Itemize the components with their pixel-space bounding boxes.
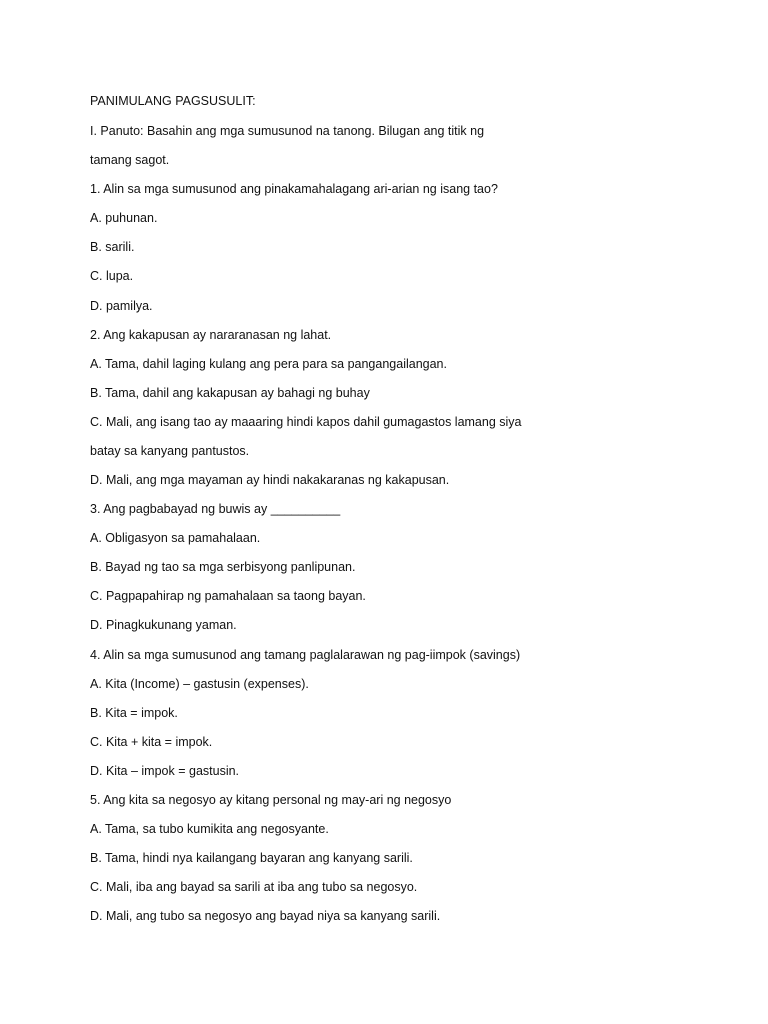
choice-1c: C. lupa. bbox=[90, 269, 134, 283]
choice-3b: B. Bayad ng tao sa mga serbisyong panlipunan. bbox=[90, 560, 356, 574]
choice-2b: B. Tama, dahil ang kakapusan ay bahagi ng buhay bbox=[90, 386, 370, 400]
choice-2d: D. Mali, ang mga mayaman ay hindi nakakaranas ng kakapusan. bbox=[90, 473, 450, 487]
page-title: PANIMULANG PAGSUSULIT: bbox=[90, 94, 256, 108]
choice-4a: A. Kita (Income) – gastusin (expenses). bbox=[90, 677, 309, 691]
choice-1b: B. sarili. bbox=[90, 240, 135, 254]
choice-1d: D. pamilya. bbox=[90, 299, 153, 313]
instructions-text: tamang sagot. bbox=[90, 153, 170, 167]
choice-4c: C. Kita + kita = impok. bbox=[90, 735, 213, 749]
choice-3a: A. Obligasyon sa pamahalaan. bbox=[90, 531, 261, 545]
choice-5d: D. Mali, ang tubo sa negosyo ang bayad niya sa kanyang sarili. bbox=[90, 909, 441, 923]
question-2: 2. Ang kakapusan ay nararanasan ng lahat. bbox=[90, 328, 332, 342]
choice-5a: A. Tama, sa tubo kumikita ang negosyante. bbox=[90, 822, 329, 836]
question-5: 5. Ang kita sa negosyo ay kitang personal ng may-ari ng negosyo bbox=[90, 793, 452, 807]
choice-4b: B. Kita = impok. bbox=[90, 706, 178, 720]
choice-1a: A. puhunan. bbox=[90, 211, 158, 225]
choice-2a: A. Tama, dahil laging kulang ang pera para sa pangangailangan. bbox=[90, 357, 447, 371]
choice-2c-continued: batay sa kanyang pantustos. bbox=[90, 444, 250, 458]
choice-3d: D. Pinagkukunang yaman. bbox=[90, 618, 237, 632]
choice-4d: D. Kita – impok = gastusin. bbox=[90, 764, 240, 778]
question-1: 1. Alin sa mga sumusunod ang pinakamahalagang ari-arian ng isang tao? bbox=[90, 182, 498, 196]
instructions-text: I. Panuto: Basahin ang mga sumusunod na tanong. Bilugan ang titik ng bbox=[90, 124, 485, 138]
choice-5b: B. Tama, hindi nya kailangang bayaran ang kanyang sarili. bbox=[90, 851, 413, 865]
choice-5c: C. Mali, iba ang bayad sa sarili at iba ang tubo sa negosyo. bbox=[90, 880, 418, 894]
question-3: 3. Ang pagbabayad ng buwis ay __________ bbox=[90, 502, 341, 516]
question-4: 4. Alin sa mga sumusunod ang tamang paglalarawan ng pag-iimpok (savings) bbox=[90, 648, 521, 662]
choice-2c: C. Mali, ang isang tao ay maaaring hindi kapos dahil gumagastos lamang siya bbox=[90, 415, 522, 429]
choice-3c: C. Pagpapahirap ng pamahalaan sa taong bayan. bbox=[90, 589, 366, 603]
